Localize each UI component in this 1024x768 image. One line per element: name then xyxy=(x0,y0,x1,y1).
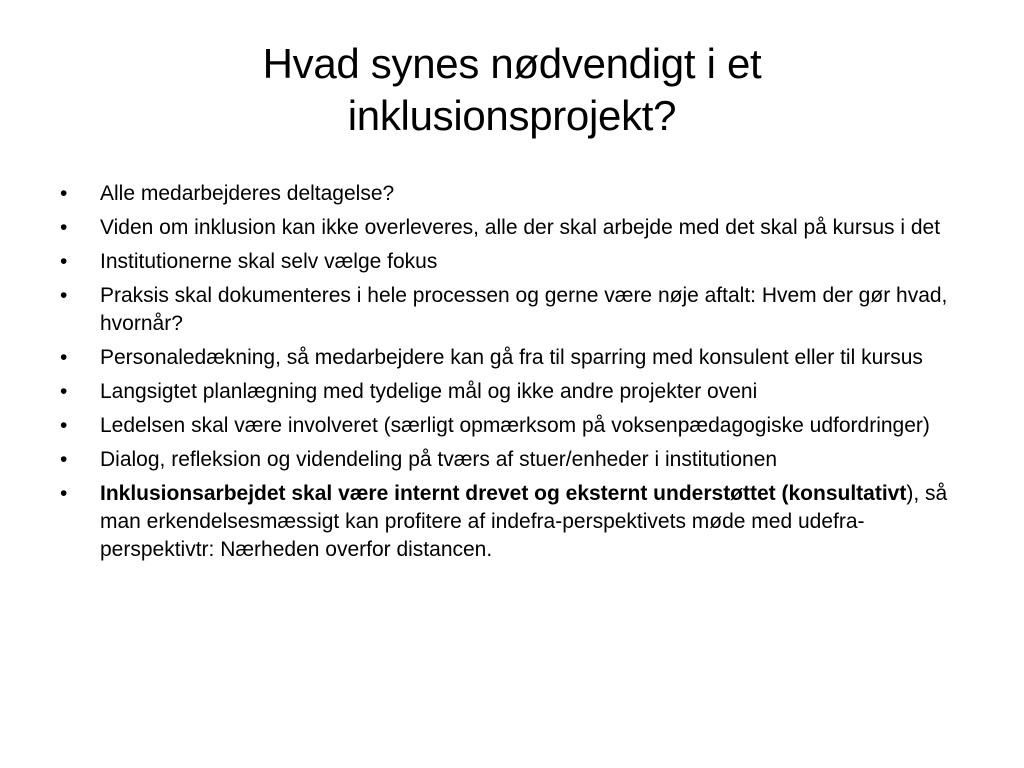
bullet-icon: • xyxy=(60,380,68,403)
bullet-item xyxy=(60,248,970,276)
bullet-icon: • xyxy=(60,216,68,239)
bullet-icon: • xyxy=(60,346,68,369)
bullet-icon: • xyxy=(60,182,68,205)
bullet-item xyxy=(60,446,970,474)
bullet-list xyxy=(60,180,970,570)
bullet-text: Langsigtet planlægning med tydelige mål og ikke andre projekter oveni xyxy=(100,380,758,403)
bullet-icon: • xyxy=(60,284,68,307)
bullet-item xyxy=(60,344,970,372)
bullet-text-bold: Inklusionsarbejdet skal være internt drevet og eksternt understøttet (konsultativt xyxy=(100,482,907,505)
bullet-item xyxy=(60,180,970,208)
slide-title-line-1: Hvad synes nødvendigt i et xyxy=(262,40,762,87)
bullet-item xyxy=(60,282,970,338)
bullet-text: Ledelsen skal være involveret (særligt opmærksom på voksenpædagogiske udfordringer) xyxy=(100,414,930,437)
bullet-text xyxy=(100,482,947,561)
bullet-item xyxy=(60,214,970,242)
bullet-text: Viden om inklusion kan ikke overleveres, alle der skal arbejde med det skal på kursus i det xyxy=(100,216,941,239)
bullet-text-rest: ), så man erkendelsesmæssigt kan profitere af indefra-perspektivets møde med udefra-perspektivtr: Nærheden overfor distancen. xyxy=(100,482,948,561)
bullet-text: Alle medarbejderes deltagelse? xyxy=(100,182,395,205)
bullet-text: Personaledækning, så medarbejdere kan gå fra til sparring med konsulent eller til kursus xyxy=(100,346,923,369)
bullet-icon: • xyxy=(60,448,68,471)
bullet-icon: • xyxy=(60,414,68,437)
slide-title xyxy=(70,38,954,142)
bullet-icon: • xyxy=(60,250,68,273)
bullet-icon: • xyxy=(60,482,68,505)
bullet-item xyxy=(60,378,970,406)
bullet-item xyxy=(60,480,970,564)
bullet-text: Praksis skal dokumenteres i hele processen og gerne være nøje aftalt: Hvem der gør hvad, hvornår? xyxy=(100,284,948,335)
bullet-text: Dialog, refleksion og videndeling på tværs af stuer/enheder i institutionen xyxy=(100,448,778,471)
bullet-text: Institutionerne skal selv vælge fokus xyxy=(100,250,438,273)
slide-title-line-2: inklusionsprojekt? xyxy=(347,92,677,139)
bullet-item xyxy=(60,412,970,440)
